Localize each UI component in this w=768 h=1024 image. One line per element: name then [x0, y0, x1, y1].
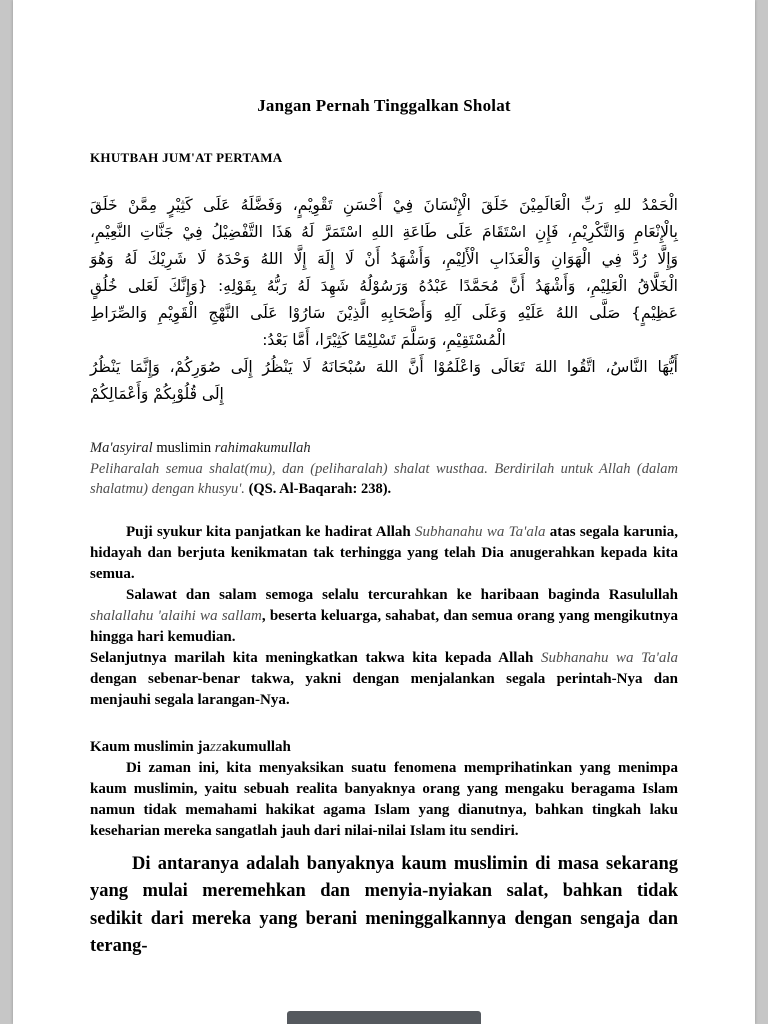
text-run: , beserta keluarga, sahabat, dan semua orang yang mengikutnya hingga hari kemudian. [90, 607, 678, 645]
paragraph-puji-syukur [90, 522, 678, 585]
arabic-line: أَيُّهَا النَّاسُ، اتَّقُوا اللهَ تَعَالَى وَاعْلَمُوْا أَنَّ اللهَ سُبْحَانَهُ لَا يَنْظُرُ إِلَى صُوَرِكُمْ، وَإِنَّمَا يَنْظُرُ [90, 358, 678, 376]
arabic-line: الْخَلَّاقُ الْعَلِيْمِ، وَأَشْهَدُ أَنَّ مُحَمَّدًا عَبْدُهُ وَرَسُوْلُهُ شَهِدَ لَهُ رَبُّهُ بِقَوْلِهِ: {وَإِنَّكَ لَعَلى خُلُقٍ [90, 277, 678, 295]
arabic-line: وَإِلَّا رُدَّ فِي الْهَوَانِ وَالْعَذَابِ الْأَلِيْمِ، وَأَشْهَدُ أَنْ لَا إِلَهَ إِلَّا اللهُ وَحْدَهُ لَا شَرِيْكَ لَهُ وَهُوَ [90, 250, 678, 268]
arabic-line: عَظِيْمٍ} صَلَّى اللهُ عَلَيْهِ وَعَلَى آلِهِ وَأَصْحَابِهِ الَّذِيْنَ سَارُوْا عَلَى النَّهْجِ الْقَوِيْمِ وَالصِّرَاطِ [90, 304, 678, 322]
text-run: Peliharalah semua shalat(mu), dan (peliharalah) shalat wusthaa. Berdirilah untuk Allah (dalam shalatmu) dengan khusyu'. [90, 460, 678, 497]
paragraph-di-antaranya [90, 851, 678, 961]
text-run: Ma'asyiral [90, 440, 157, 456]
document-title: Jangan Pernah Tinggalkan Sholat [257, 96, 511, 115]
khutbah-section-heading: KHUTBAH JUM'AT PERTAMA [90, 150, 283, 165]
page-content [13, 0, 755, 961]
scrollbar-thumb[interactable] [287, 1011, 481, 1024]
quran-quote [90, 459, 678, 500]
arabic-line: بِالْإِنْعَامِ وَالتَّكْرِيْمِ، فَإِنِ اسْتَقَامَ عَلَى طَاعَةِ اللهِ اسْتَمَرَّ لَهُ هَذَا التَّفْضِيْلُ فِيْ جَنَّاتِ النَّعِيْمِ، [90, 223, 678, 241]
text-run: atas segala karunia, hidayah dan berjuta kenikmatan tak terhingga yang telah Dia anugerahkan kepada kita semua. [90, 523, 678, 582]
arabic-line: الْمُسْتَقِيْمِ، وَسَلَّمَ تَسْلِيْمًا كَثِيْرًا، أَمَّا بَعْدُ: [262, 331, 506, 349]
text-run: Selanjutnya marilah kita meningkatkan takwa kita kepada Allah [90, 649, 541, 666]
text-run: Di zaman ini, kita menyaksikan suatu fenomena memprihatinkan yang menimpa kaum muslimin, yaitu sebuah realita banyaknya orang yang mengaku beragama Islam namun tidak memahami hakikat agama Islam yang dianutnya, bahkan tingkah laku keseharian mereka sangatlah jauh dari nilai-nilai Islam itu sendiri. [90, 759, 678, 839]
text-run: akumullah [221, 738, 291, 755]
arabic-line: الْحَمْدُ للهِ رَبِّ الْعَالَمِيْنَ خَلَقَ الْإِنْسَانَ فِيْ أَحْسَنِ تَقْوِيْمٍ، وَفَضَّلَهُ عَلَى كَثِيْرٍ مِمَّنْ خَلَقَ [90, 196, 678, 214]
text-run: Subhanahu wa Ta'ala [540, 649, 678, 666]
paragraph-selanjutnya [90, 648, 678, 711]
text-run: Subhanahu wa Ta'ala [415, 523, 546, 540]
arabic-opening-block [90, 192, 678, 408]
text-run: rahimakumullah [214, 440, 311, 456]
text-run: Salawat dan salam semoga selalu tercurahkan ke haribaan baginda Rasulullah [126, 586, 678, 603]
paragraph-di-zaman-ini [90, 758, 678, 842]
text-run: Puji syukur kita panjatkan ke hadirat Allah [126, 523, 416, 540]
paragraph-salawat [90, 585, 678, 648]
text-run: Kaum muslimin ja [90, 738, 211, 755]
text-run: dengan sebenar-benar takwa, yakni dengan menjalankan segala perintah-Nya dan menjauhi segala larangan-Nya. [90, 670, 678, 708]
kaum-muslimin-line [90, 737, 678, 758]
arabic-line: إِلَى قُلُوْبِكُمْ وَأَعْمَالِكُمْ [90, 385, 224, 403]
document-page [13, 0, 755, 1024]
text-run: (QS. Al-Baqarah: 238). [248, 481, 392, 497]
text-run: zz [210, 738, 222, 755]
text-run: muslimin [156, 440, 215, 456]
text-run: Di antaranya adalah banyaknya kaum muslimin di masa sekarang yang mulai meremehkan dan menyia-nyiakan salat, bahkan tidak sedikit dari mereka yang berani meninggalkannya dengan sengaja dan terang- [90, 853, 678, 956]
text-run: shalallahu 'alaihi wa sallam [90, 607, 262, 624]
salutation-line [90, 438, 678, 459]
